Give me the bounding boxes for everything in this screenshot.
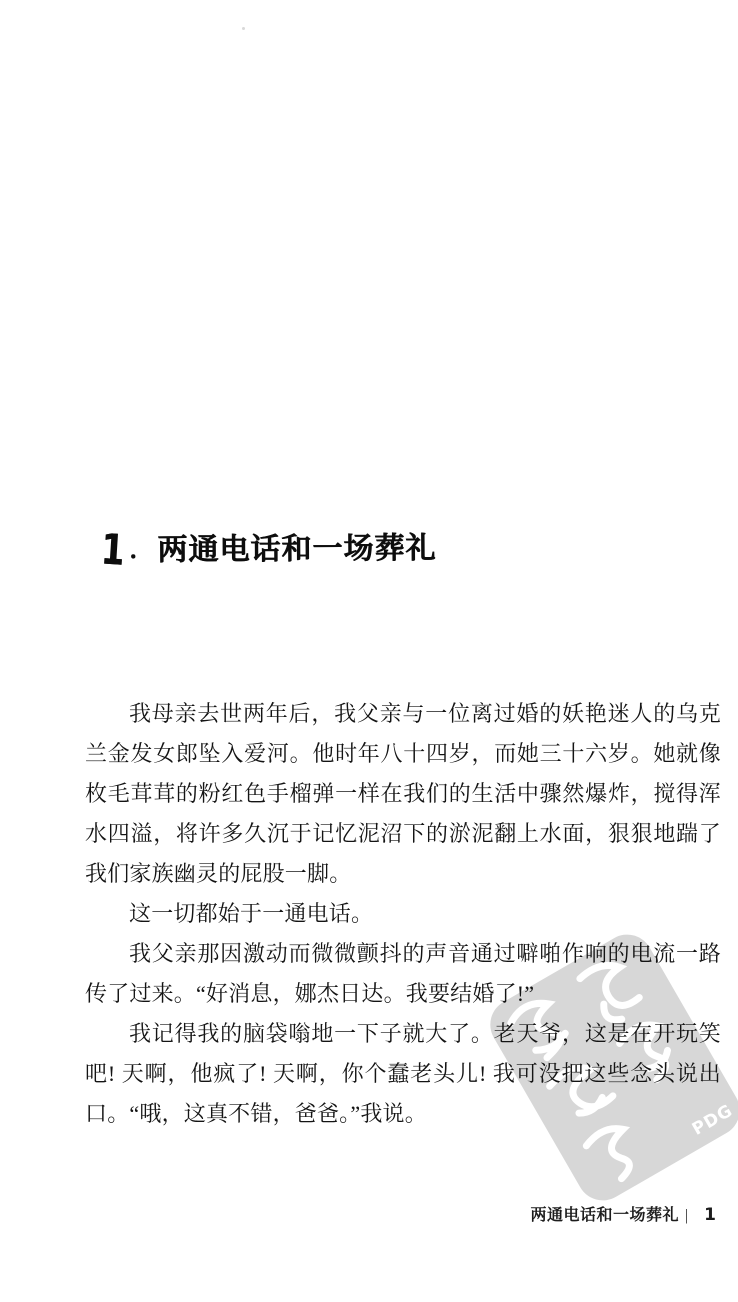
paragraph-2: 这一切都始于一通电话。: [129, 901, 374, 926]
footer-divider: |: [684, 1207, 689, 1224]
chapter-number: 1: [99, 524, 126, 575]
chapter-title-text: 两通电话和一场葬礼: [157, 530, 437, 568]
paragraph-1: 我母亲去世两年后，我父亲与一位离过婚的妖艳迷人的乌克兰金发女郎坠入爱河。他时年八十四岁，而她三十六岁。她就像枚毛茸茸的粉红色手榴弹一样在我们的生活中骤然爆炸，搅得浑水四溢，将许多久沉于记忆泥沼下的淤泥翻上水面，狠狠地踹了我们家族幽灵的屁股一脚。: [85, 701, 721, 886]
body-text: [85, 694, 721, 1134]
paragraph-4: 我记得我的脑袋嗡地一下子就大了。老天爷，这是在开玩笑吧! 天啊，他疯了! 天啊，你个蠢老头儿! 我可没把这些念头说出口。“哦，这真不错，爸爸。”我说。: [85, 1021, 721, 1126]
footer-chapter-label: 两通电话和一场葬礼: [530, 1207, 679, 1224]
watermark-letters: PDG: [688, 1100, 737, 1140]
chapter-number-separator: ．: [129, 534, 156, 565]
page-footer: [530, 1202, 716, 1225]
footer-page-number: 1: [704, 1205, 716, 1225]
chapter-title: [98, 523, 437, 575]
paragraph-3: 我父亲那因激动而微微颤抖的声音通过噼啪作响的电流一路传了过来。“好消息，娜杰日达。我要结婚了!”: [85, 941, 721, 1006]
scan-artifact-dot: [242, 27, 245, 30]
